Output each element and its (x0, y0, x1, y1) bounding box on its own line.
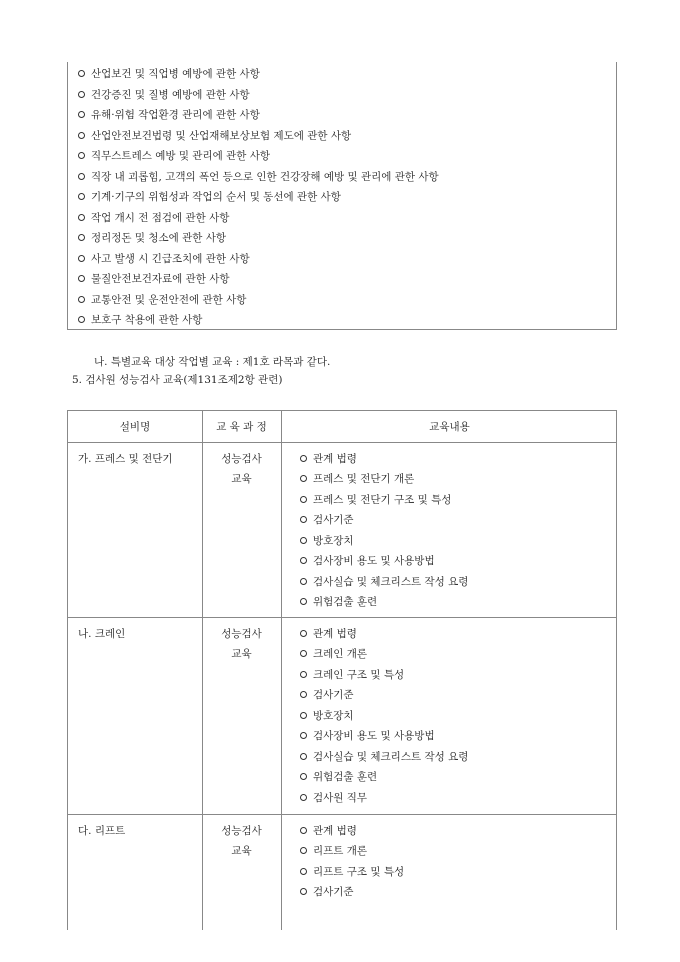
circle-bullet-icon (78, 296, 85, 303)
list-item: 보호구 착용에 관한 사항 (78, 313, 202, 327)
content-item: 프레스 및 전단기 구조 및 특성 (300, 493, 451, 507)
list-item: 유해·위험 작업환경 관리에 관한 사항 (78, 108, 260, 122)
content-item: 리프트 개론 (300, 844, 367, 858)
list-item: 작업 개시 전 점검에 관한 사항 (78, 211, 229, 225)
course-name: 성능검사 (221, 628, 262, 640)
header-course: 교 육 과 정 (216, 421, 267, 433)
circle-bullet-icon (300, 496, 307, 503)
content-item: 방호장치 (300, 709, 354, 723)
circle-bullet-icon (300, 671, 307, 678)
circle-bullet-icon (78, 193, 85, 200)
circle-bullet-icon (300, 630, 307, 637)
circle-bullet-icon (300, 598, 307, 605)
content-item: 관계 법령 (300, 627, 357, 641)
content-item: 검사기준 (300, 513, 354, 527)
circle-bullet-icon (78, 70, 85, 77)
circle-bullet-icon (300, 868, 307, 875)
content-item: 위험검출 훈련 (300, 595, 377, 609)
section-heading: 5. 검사원 성능검사 교육(제131조제2항 관련) (72, 374, 283, 386)
circle-bullet-icon (78, 152, 85, 159)
content-item: 검사실습 및 체크리스트 작성 요령 (300, 575, 468, 589)
circle-bullet-icon (300, 475, 307, 482)
course-name: 성능검사 (221, 825, 262, 837)
list-item: 건강증진 및 질병 예방에 관한 사항 (78, 88, 250, 102)
list-item: 사고 발생 시 긴급조치에 관한 사항 (78, 252, 250, 266)
equipment-name: 나. 크레인 (78, 628, 126, 640)
content-item: 방호장치 (300, 534, 354, 548)
header-content: 교육내용 (429, 421, 470, 433)
circle-bullet-icon (300, 847, 307, 854)
circle-bullet-icon (78, 234, 85, 241)
list-item: 물질안전보건자료에 관한 사항 (78, 272, 230, 286)
content-item: 검사기준 (300, 885, 354, 899)
row-divider (68, 814, 616, 815)
list-item: 직무스트레스 예방 및 관리에 관한 사항 (78, 149, 270, 163)
circle-bullet-icon (300, 537, 307, 544)
content-item: 리프트 구조 및 특성 (300, 865, 404, 879)
row-divider (68, 442, 616, 443)
list-item: 산업보건 및 직업병 예방에 관한 사항 (78, 67, 260, 81)
content-item: 관계 법령 (300, 452, 357, 466)
circle-bullet-icon (300, 650, 307, 657)
inspection-education-table (67, 410, 617, 930)
content-item: 검사장비 용도 및 사용방법 (300, 554, 435, 568)
circle-bullet-icon (300, 827, 307, 834)
circle-bullet-icon (78, 214, 85, 221)
education-content-box (67, 62, 617, 330)
course-name: 교육 (231, 473, 252, 485)
content-item: 프레스 및 전단기 개론 (300, 472, 414, 486)
equipment-name: 가. 프레스 및 전단기 (78, 453, 173, 465)
content-item: 크레인 구조 및 특성 (300, 668, 404, 682)
circle-bullet-icon (300, 773, 307, 780)
course-name: 성능검사 (221, 453, 262, 465)
content-item: 검사원 직무 (300, 791, 367, 805)
content-item: 위험검출 훈련 (300, 770, 377, 784)
circle-bullet-icon (300, 516, 307, 523)
list-item: 산업안전보건법령 및 산업재해보상보험 제도에 관한 사항 (78, 129, 351, 143)
header-equipment: 설비명 (119, 421, 151, 433)
list-item: 기계·기구의 위험성과 작업의 순서 및 동선에 관한 사항 (78, 190, 341, 204)
circle-bullet-icon (300, 691, 307, 698)
circle-bullet-icon (78, 173, 85, 180)
circle-bullet-icon (300, 712, 307, 719)
list-item: 교통안전 및 운전안전에 관한 사항 (78, 293, 246, 307)
circle-bullet-icon (300, 794, 307, 801)
row-divider (68, 617, 616, 618)
content-item: 관계 법령 (300, 824, 357, 838)
circle-bullet-icon (78, 91, 85, 98)
circle-bullet-icon (300, 753, 307, 760)
circle-bullet-icon (78, 275, 85, 282)
circle-bullet-icon (78, 255, 85, 262)
circle-bullet-icon (300, 578, 307, 585)
list-item: 직장 내 괴롭힘, 고객의 폭언 등으로 인한 건강장해 예방 및 관리에 관한 사항 (78, 170, 439, 184)
circle-bullet-icon (300, 732, 307, 739)
circle-bullet-icon (300, 888, 307, 895)
circle-bullet-icon (78, 316, 85, 323)
circle-bullet-icon (300, 455, 307, 462)
course-name: 교육 (231, 648, 252, 660)
list-item: 정리정돈 및 청소에 관한 사항 (78, 231, 226, 245)
content-item: 검사기준 (300, 688, 354, 702)
circle-bullet-icon (78, 111, 85, 118)
course-name: 교육 (231, 845, 252, 857)
content-item: 검사장비 용도 및 사용방법 (300, 729, 435, 743)
equipment-name: 다. 리프트 (78, 825, 126, 837)
circle-bullet-icon (300, 557, 307, 564)
content-item: 크레인 개론 (300, 647, 367, 661)
circle-bullet-icon (78, 132, 85, 139)
content-item: 검사실습 및 체크리스트 작성 요령 (300, 750, 468, 764)
column-divider (281, 411, 282, 930)
paragraph-na: 나. 특별교육 대상 작업별 교육 : 제1호 라목과 같다. (94, 356, 331, 368)
